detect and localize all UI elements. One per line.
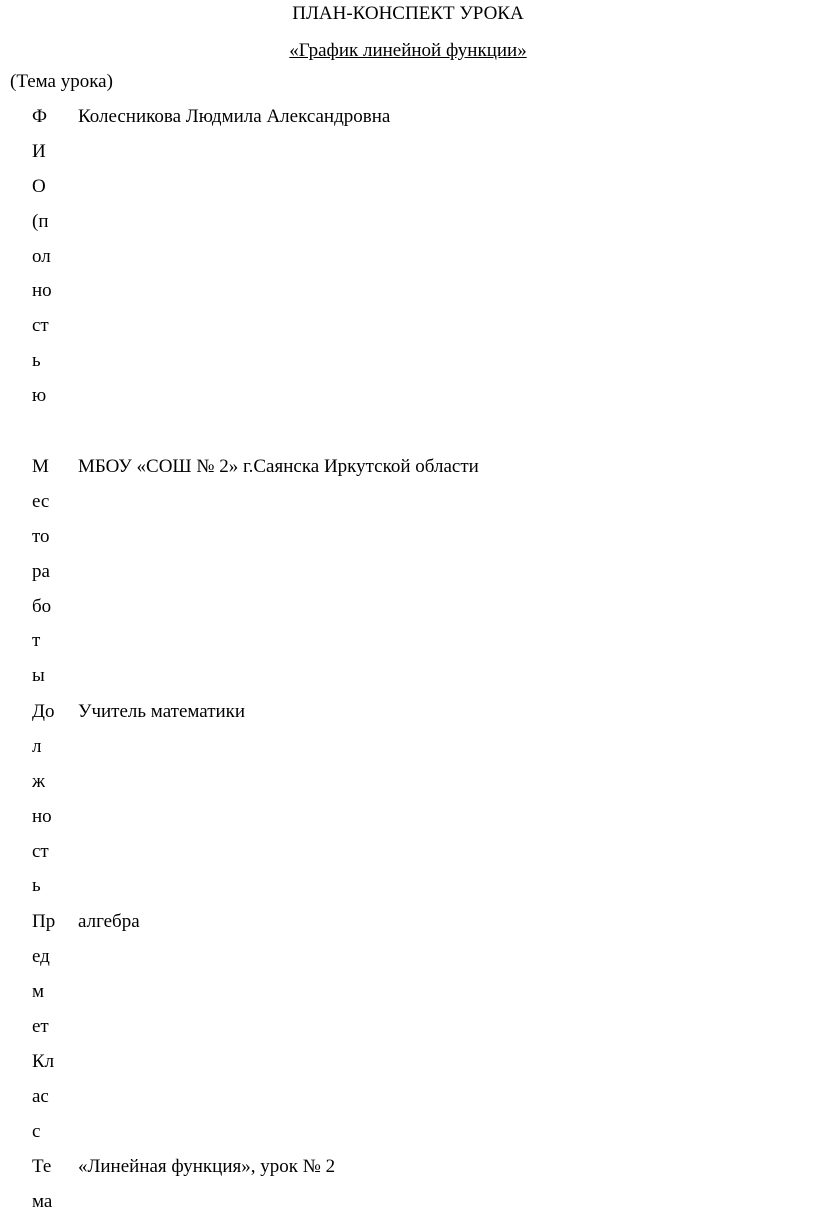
label-fragment: ст — [32, 315, 49, 337]
label-fragment: ь — [32, 350, 41, 372]
label-fragment: ю — [32, 385, 47, 407]
row-label-topic — [32, 1150, 62, 1220]
label-fragment: ол — [32, 245, 51, 267]
label-fragment: т — [32, 630, 41, 652]
row-label-class — [32, 1045, 62, 1150]
label-fragment: бо — [32, 595, 52, 617]
row-label-subject — [32, 905, 62, 1045]
label-fragment: ас — [32, 1085, 49, 1107]
lesson-topic: «График линейной функции» — [289, 40, 527, 61]
label-fragment: Те — [32, 1156, 52, 1177]
label-fragment: ес — [32, 490, 50, 512]
label-fragment: ра — [32, 560, 50, 582]
label-fragment: м — [32, 980, 45, 1002]
label-fragment: ы — [32, 665, 45, 687]
label-fragment: До — [32, 701, 55, 722]
label-fragment: Пр — [32, 911, 56, 932]
row-value-subject: алгебра — [78, 911, 140, 932]
label-fragment: ед — [32, 945, 50, 967]
label-fragment: Ф — [32, 106, 48, 127]
label-fragment: то — [32, 525, 50, 547]
row-value-topic: «Линейная функция», урок № 2 — [78, 1156, 336, 1177]
label-fragment: ь — [32, 875, 41, 897]
label-fragment: с — [32, 1120, 41, 1142]
label-fragment: но — [32, 805, 52, 827]
label-fragment: ет — [32, 1015, 49, 1037]
label-fragment: Кл — [32, 1051, 55, 1072]
row-label-position — [32, 695, 62, 904]
row-label-full-name — [32, 100, 62, 414]
row-label-workplace — [32, 450, 62, 694]
label-fragment: И — [32, 140, 46, 162]
topic-caption: (Тема урока) — [10, 71, 113, 92]
row-value-workplace: МБОУ «СОШ № 2» г.Саянска Иркутской области — [78, 456, 479, 477]
label-fragment: л — [32, 735, 42, 757]
row-value-full-name: Колесникова Людмила Александровна — [78, 106, 391, 127]
row-value-position: Учитель математики — [78, 701, 246, 722]
label-fragment: но — [32, 280, 52, 302]
label-fragment: М — [32, 456, 49, 477]
document-title: ПЛАН-КОНСПЕКТ УРОКА — [292, 3, 524, 24]
label-fragment: О — [32, 175, 46, 197]
label-fragment: ма — [32, 1190, 53, 1212]
label-fragment: ж — [32, 770, 46, 792]
label-fragment: (п — [32, 210, 49, 232]
label-fragment: ст — [32, 840, 49, 862]
